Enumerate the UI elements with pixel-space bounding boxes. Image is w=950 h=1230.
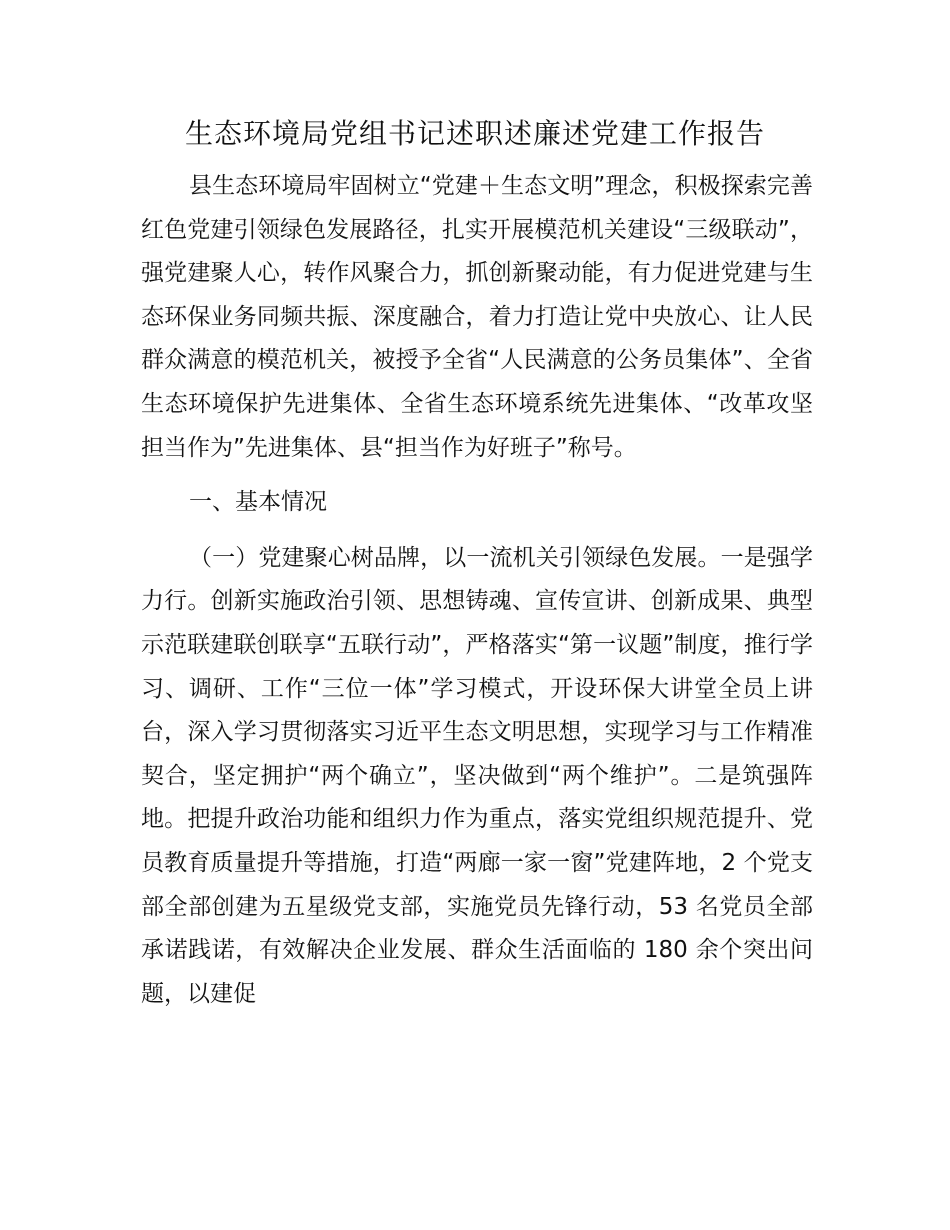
intro-paragraph: 县生态环境局牢固树立“党建＋生态文明”理念，积极探索完善红色党建引领绿色发展路径，扎实开展模范机关建设“三级联动”，强党建聚人心，转作风聚合力，抓创新聚动能，有力促进党建与生态环保业务同频共振、深度融合，着力打造让党中央放心、让人民群众满意的模范机关，被授予全省“人民满意的公务员集体”、全省生态环境保护先进集体、全省生态环境系统先进集体、“改革攻坚担当作为”先进集体、县“担当作为好班子”称号。 <box>141 173 813 461</box>
section-paragraph: （一）党建聚心树品牌，以一流机关引领绿色发展。一是强学力行。创新实施政治引领、思想铸魂、宣传宣讲、创新成果、典型示范联建联创联享“五联行动”，严格落实“第一议题”制度，推行学习、调研、工作“三位一体”学习模式，开设环保大讲堂全员上讲台，深入学习贯彻落实习近平生态文明思想，实现学习与工作精准契合，坚定拥护“两个确立”，坚决做到“两个维护”。二是筑强阵地。把提升政治功能和组织力作为重点，落实党组织规范提升、党员教育质量提升等措施，打造“两廊一家一窗”党建阵地，2 个党支部全部创建为五星级党支部，实施党员先锋行动，53 名党员全部承诺践诺，有效解决企业发展、群众生活面临的 180 余个突出问题，以建促 <box>141 544 813 1007</box>
section-heading: 一、基本情况 <box>189 489 327 516</box>
document-title: 生态环境局党组书记述职述廉述党建工作报告 <box>184 117 765 150</box>
document-body <box>141 165 813 1016</box>
